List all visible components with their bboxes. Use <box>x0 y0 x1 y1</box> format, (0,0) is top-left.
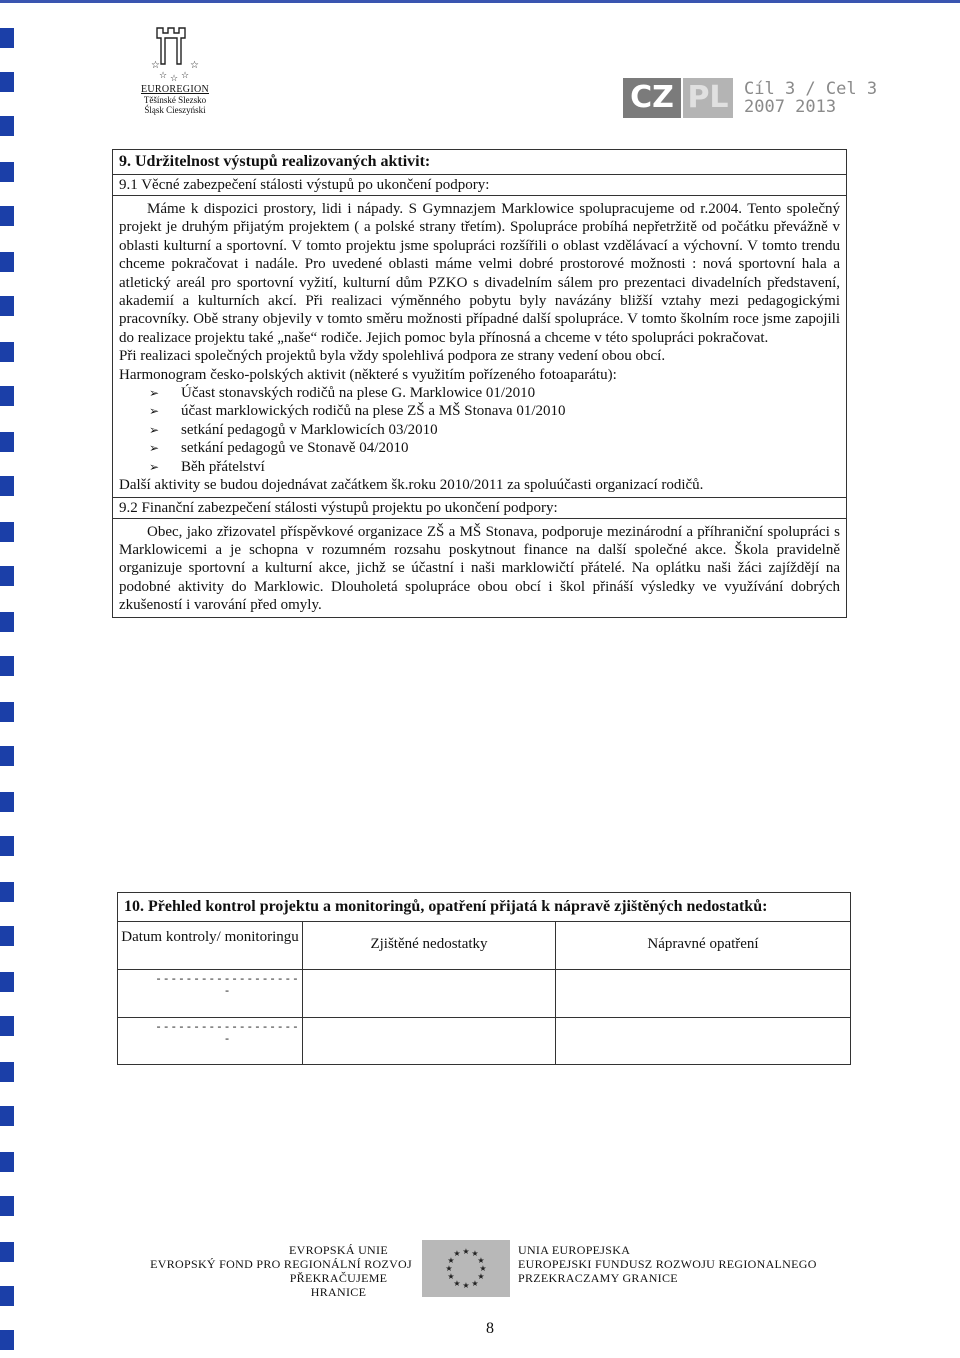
svg-text:★: ★ <box>445 1264 453 1273</box>
section-9-table <box>112 149 847 618</box>
svg-text:★: ★ <box>471 1249 479 1258</box>
binding-mark <box>0 1152 14 1172</box>
svg-text:★: ★ <box>479 1264 487 1273</box>
binding-mark <box>0 1330 14 1350</box>
column-header-remedy <box>556 922 851 970</box>
program-logo-cz: CZ <box>623 78 681 118</box>
paragraph: Další aktivity se budou dojednávat začátkem šk.roku 2010/2011 za spoluúčasti organizací rodičů. <box>119 477 704 494</box>
program-objective-label <box>744 80 877 116</box>
binding-mark <box>0 116 14 136</box>
logo-subtitle-cz: Těšínské Slezsko <box>143 95 207 105</box>
svg-text:★: ★ <box>453 1279 461 1288</box>
binding-mark <box>0 72 14 92</box>
binding-strip <box>0 0 18 1358</box>
svg-text:☆: ☆ <box>181 71 190 81</box>
binding-mark <box>0 1016 14 1036</box>
binding-mark <box>0 386 14 406</box>
table-cell <box>556 1018 851 1064</box>
binding-mark <box>0 522 14 542</box>
column-header-findings-label: Zjištěné nedostatky <box>370 936 488 952</box>
svg-text:☆: ☆ <box>170 74 179 82</box>
section-10-title: 10. Přehled kontrol projektu a monitoringů, opatření přijatá k nápravě zjištěných nedostatků: <box>124 898 768 915</box>
column-header-findings <box>303 922 556 970</box>
paragraph: Při realizaci společných projektů byla vždy spolehlivá podpora ze strany vedení obou obcí. <box>119 348 666 365</box>
list-item: ➢ setkání pedagogů ve Stonavě 04/2010 <box>149 439 840 457</box>
table-cell: -------------------- <box>118 970 303 1018</box>
euroregion-logo <box>130 24 220 115</box>
binding-mark <box>0 882 14 902</box>
column-header-date-label: Datum kontroly/ monitoringu <box>121 929 299 945</box>
footer-pl-line: UNIA EUROPEJSKA <box>518 1243 631 1257</box>
binding-mark <box>0 1106 14 1126</box>
svg-text:★: ★ <box>462 1281 470 1290</box>
svg-text:☆: ☆ <box>159 71 168 81</box>
binding-mark <box>0 296 14 316</box>
paragraph: Harmonogram česko-polských aktivit (některé s využitím pořízeného fotoaparátu): <box>119 366 617 383</box>
binding-mark <box>0 612 14 632</box>
list-item: ➢ Běh přátelství <box>149 458 840 476</box>
table-row <box>118 970 850 1018</box>
column-header-remedy-label: Nápravné opatření <box>647 936 759 952</box>
table-cell <box>303 1018 556 1064</box>
table-header-row <box>118 922 850 970</box>
svg-text:★: ★ <box>447 1272 455 1281</box>
binding-mark <box>0 1062 14 1082</box>
footer-pl-line: PRZEKRACZAMY GRANICE <box>518 1271 678 1285</box>
binding-mark <box>0 1196 14 1216</box>
footer-cz-line: EVROPSKÁ UNIE <box>289 1243 388 1257</box>
binding-mark <box>0 162 14 182</box>
table-row <box>118 1018 850 1064</box>
svg-text:☆: ☆ <box>151 60 160 71</box>
svg-text:★: ★ <box>477 1272 485 1281</box>
svg-text:☆: ☆ <box>190 60 199 71</box>
binding-mark <box>0 792 14 812</box>
cil-line: Cíl 3 / Cel 3 <box>744 79 878 99</box>
table-cell <box>556 970 851 1018</box>
svg-text:★: ★ <box>462 1247 470 1256</box>
controls-table <box>118 921 850 1064</box>
svg-text:★: ★ <box>477 1256 485 1265</box>
list-item: ➢ Účast stonavských rodičů na plese G. Marklowice 01/2010 <box>149 384 840 402</box>
binding-mark <box>0 746 14 766</box>
paragraph: Obec, jako zřizovatel příspěvkové organizace ZŠ a MŠ Stonava, podporuje mezinárodní a příhraniční spolupráci s Marklowicemi a je schopna v rozumném rozsahu poskytnout finance na další společné akce. Škola pravidelně organizuje sportovní a kulturní akce, jichž se účastní i naši marklowičtí přátelé. Na oplátku naši žáci zajíždějí na podobné aktivity do Marklowic. Dlouholetá spolupráce obou obcí i škol přináší výsledky ve využívání dobrých zkušeností i varování před omyly. <box>119 523 840 614</box>
binding-mark <box>0 566 14 586</box>
footer-pl <box>518 1243 848 1285</box>
footer-cz-line: EVROPSKÝ FOND PRO REGIONÁLNÍ ROZVOJ <box>150 1257 412 1271</box>
table-cell: -------------------- <box>118 1018 303 1064</box>
binding-mark <box>0 28 14 48</box>
binding-mark <box>0 972 14 992</box>
binding-mark <box>0 432 14 452</box>
binding-mark <box>0 656 14 676</box>
castle-tower-icon <box>145 24 205 82</box>
section-9-1-heading: 9.1 Věcné zabezpečení stálosti výstupů po ukončení podpory: <box>113 175 846 196</box>
binding-mark <box>0 1242 14 1262</box>
svg-text:★: ★ <box>471 1279 479 1288</box>
list-item: ➢ setkání pedagogů v Marklowicích 03/2010 <box>149 421 840 439</box>
table-cell <box>303 970 556 1018</box>
binding-mark <box>0 476 14 496</box>
paragraph: Máme k dispozici prostory, lidi i nápady. S Gymnazjem Marklowice spolupracujeme od r.2004. Tento společný projekt je druhým přijatým projektem ( a polské strany třetím). Spolupráce probíhá nepřetržitě od počátku převážně v oblasti kulturní a sportovní. V tomto projektu jsme spolupráci rozšířili o oblast vzdělávací a výchovní. V tomto trendu chceme pokračovat i nadále. Pro uvedené oblasti máme velmi dobré prostorové možnosti : nová sportovní hala a atletický areál pro sportovní vyžití, kulturní dům PZKO s divadelním sálem pro prezentaci divadelních představení, akademií a kulturních akcí. Při realizaci výměnného pobytu byly navázány bližší vztahy mezi pedagogickými pracovníky. Obě strany objevily v tomto směru možnosti případné další spolupráce. V tomto školním roce jsme zapojili do realizace projektu také „naše“ rodiče. Jejich pomoc byla přínosná a chceme v této spolupráci pokračovat. <box>119 201 840 346</box>
binding-mark <box>0 836 14 856</box>
svg-text:★: ★ <box>447 1256 455 1265</box>
binding-mark <box>0 206 14 226</box>
column-header-date <box>118 922 303 970</box>
list-item: ➢ účast marklowických rodičů na plese ZŠ a MŠ Stonava 01/2010 <box>149 402 840 420</box>
program-logo <box>623 78 733 118</box>
section-9-title: 9. Udržitelnost výstupů realizovaných aktivit: <box>113 150 846 175</box>
footer-cz-line: PŘEKRAČUJEME HRANICE <box>289 1271 388 1299</box>
top-edge-line <box>0 0 960 3</box>
section-9-2-body <box>113 519 846 617</box>
section-10-table <box>117 892 851 1065</box>
footer-pl-line: EUROPEJSKI FUNDUSZ ROZWOJU REGIONALNEGO <box>518 1257 817 1271</box>
svg-text:★: ★ <box>453 1249 461 1258</box>
eu-flag-icon <box>422 1240 510 1297</box>
binding-mark <box>0 926 14 946</box>
period-line: 2007 2013 <box>744 97 837 117</box>
section-9-1-body <box>113 196 846 498</box>
binding-mark <box>0 702 14 722</box>
page-number: 8 <box>486 1320 494 1337</box>
binding-mark <box>0 1286 14 1306</box>
logo-subtitle-pl: Śląsk Cieszyński <box>144 105 206 115</box>
logo-title: EUROREGION <box>141 84 209 95</box>
binding-mark <box>0 252 14 272</box>
section-9-2-heading: 9.2 Finanční zabezpečení stálosti výstupů projektu po ukončení podpory: <box>113 498 846 519</box>
program-logo-pl: PL <box>683 78 733 118</box>
activity-list <box>119 384 840 476</box>
binding-mark <box>0 342 14 362</box>
footer-cz <box>130 1243 412 1299</box>
